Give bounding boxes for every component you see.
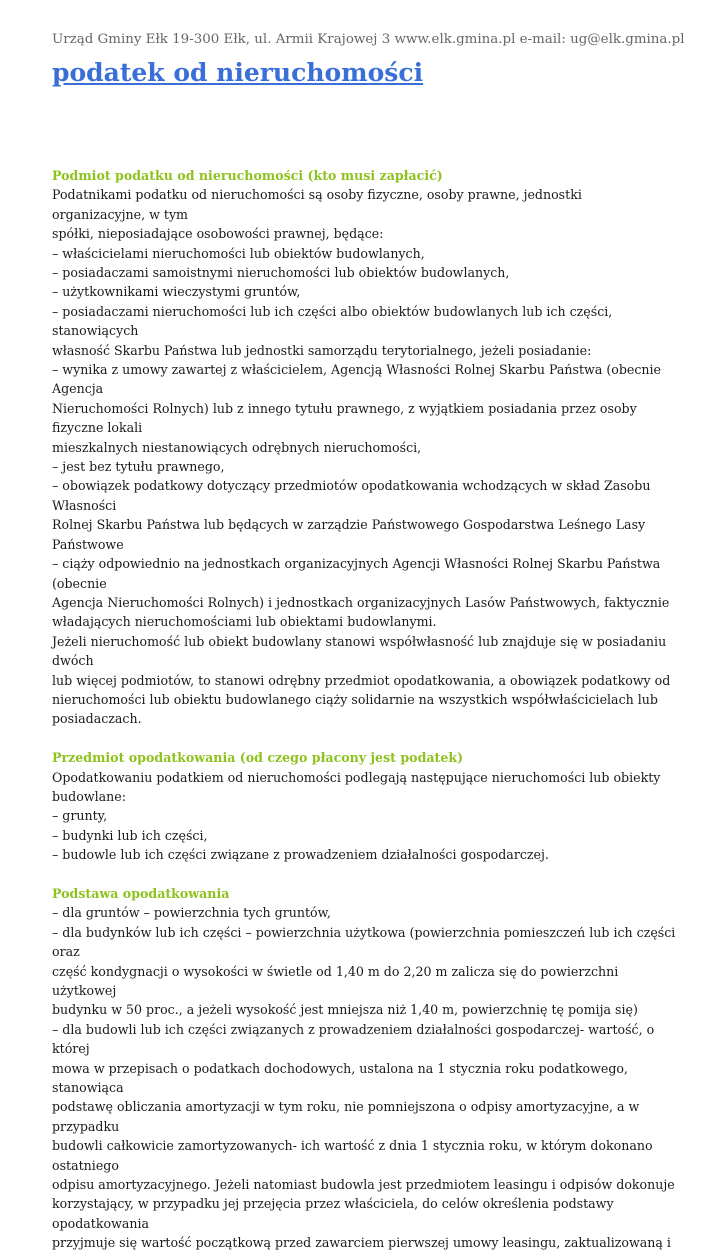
text-line: – jest bez tytułu prawnego, xyxy=(52,459,225,475)
text-line: – dla budowli lub ich części związanych z prowadzeniem działalności gospodarczej- wartość, o której xyxy=(52,1021,655,1057)
text-line: budowlane: xyxy=(52,788,126,804)
text-line: posiadaczach. xyxy=(52,711,142,727)
text-line: – posiadaczami nieruchomości lub ich części albo obiektów budowlanych lub ich części, stanowiących xyxy=(52,303,613,339)
text-line: budowli całkowicie zamortyzowanych- ich wartość z dnia 1 stycznia roku, w którym dokonano ostatniego xyxy=(52,1138,653,1173)
text-line: – budynki lub ich części, xyxy=(52,827,208,843)
section-taxpayer xyxy=(52,166,677,729)
section-heading: Podstawa opodatkowania xyxy=(52,885,230,901)
text-line: Podatnikami podatku od nieruchomości są osoby fizyczne, osoby prawne, jednostki organizacyjne, w tym xyxy=(52,187,582,222)
text-line: – obowiązek podatkowy dotyczący przedmiotów opodatkowania wchodzących w skład Zasobu Własności xyxy=(52,478,651,513)
text-line: Rolnej Skarbu Państwa lub będących w zarządzie Państwowego Gospodarstwa Leśnego Lasy Państwowe xyxy=(52,517,646,552)
section-body xyxy=(52,768,677,865)
text-line: – dla gruntów – powierzchnia tych gruntów, xyxy=(52,905,331,921)
text-line: korzystający, w przypadku jej przejęcia przez właściciela, do celów określenia podstawy opodatkowania xyxy=(52,1196,614,1231)
text-line: odpisu amortyzacyjnego. Jeżeli natomiast budowla jest przedmiotem leasingu i odpisów dokonuje xyxy=(52,1177,675,1193)
section-heading: Podmiot podatku od nieruchomości (kto musi zapłacić) xyxy=(52,168,443,183)
text-line: Nieruchomości Rolnych) lub z innego tytułu prawnego, z wyjątkiem posiadania przez osoby fizyczne lokali xyxy=(52,400,637,436)
text-line: – wynika z umowy zawartej z właścicielem, Agencją Własności Rolnej Skarbu Państwa (obecnie Agencja xyxy=(52,362,661,397)
text-line: – dla budynków lub ich części – powierzchnia użytkowa (powierzchnia pomieszczeń lub ich części oraz xyxy=(52,924,676,960)
text-line: część kondygnacji o wysokości w świetle od 1,40 m do 2,20 m zalicza się do powierzchni użytkowej xyxy=(52,963,619,998)
document-content xyxy=(52,166,677,1253)
text-line: – ciąży odpowiednio na jednostkach organizacyjnych Agencji Własności Rolnej Skarbu Państwa (obecnie xyxy=(52,556,661,591)
text-line: Opodatkowaniu podatkiem od nieruchomości podlegają następujące nieruchomości lub obiekty xyxy=(52,769,661,785)
text-line: własność Skarbu Państwa lub jednostki samorządu terytorialnego, jeżeli posiadanie: xyxy=(52,342,592,358)
text-line: Agencja Nieruchomości Rolnych) i jednostkach organizacyjnych Lasów Państwowych, faktycznie xyxy=(52,594,670,610)
text-line: władających nieruchomościami lub obiektami budowlanymi. xyxy=(52,614,437,630)
section-body xyxy=(52,185,677,728)
section-body xyxy=(52,903,677,1252)
page-title[interactable]: podatek od nieruchomości xyxy=(52,58,424,87)
text-line: budynku w 50 proc., a jeżeli wysokość jest mniejsza niż 1,40 m, powierzchnię tę pomija się) xyxy=(52,1002,638,1018)
text-line: – użytkownikami wieczystymi gruntów, xyxy=(52,284,301,300)
section-spacer xyxy=(52,729,677,748)
section-spacer xyxy=(52,865,677,884)
text-line: mowa w przepisach o podatkach dochodowych, ustalona na 1 stycznia roku podatkowego, stanowiąca xyxy=(52,1060,628,1096)
text-line: nieruchomości lub obiektu budowlanego ciąży solidarnie na wszystkich współwłaścicielach lub xyxy=(52,691,658,707)
text-line: – posiadaczami samoistnymi nieruchomości lub obiektów budowlanych, xyxy=(52,265,510,281)
section-tax-base xyxy=(52,884,677,1253)
text-line: – grunty, xyxy=(52,808,108,824)
text-line: – budowle lub ich części związane z prowadzeniem działalności gospodarczej. xyxy=(52,847,549,863)
text-line: – właścicielami nieruchomości lub obiektów budowlanych, xyxy=(52,245,425,261)
text-line: przyjmuje się wartość początkową przed zawarciem pierwszej umowy leasingu, zaktualizowaną i xyxy=(52,1235,671,1251)
text-line: podstawę obliczania amortyzacji w tym roku, nie pomniejszona o odpisy amortyzacyjne, a w przypadku xyxy=(52,1099,640,1134)
section-heading: Przedmiot opodatkowania (od czego płacony jest podatek) xyxy=(52,750,464,766)
office-contact-header: Urząd Gminy Ełk 19-300 Ełk, ul. Armii Krajowej 3 www.elk.gmina.pl e-mail: ug@elk.gmina.pl xyxy=(52,32,685,47)
text-line: spółki, nieposiadające osobowości prawnej, będące: xyxy=(52,226,384,242)
text-line: lub więcej podmiotów, to stanowi odrębny przedmiot opodatkowania, a obowiązek podatkowy od xyxy=(52,672,671,688)
section-subject xyxy=(52,748,677,864)
text-line: mieszkalnych niestanowiących odrębnych nieruchomości, xyxy=(52,439,422,455)
text-line: Jeżeli nieruchomość lub obiekt budowlany stanowi współwłasność lub znajduje się w posiadaniu dwóch xyxy=(52,633,667,669)
